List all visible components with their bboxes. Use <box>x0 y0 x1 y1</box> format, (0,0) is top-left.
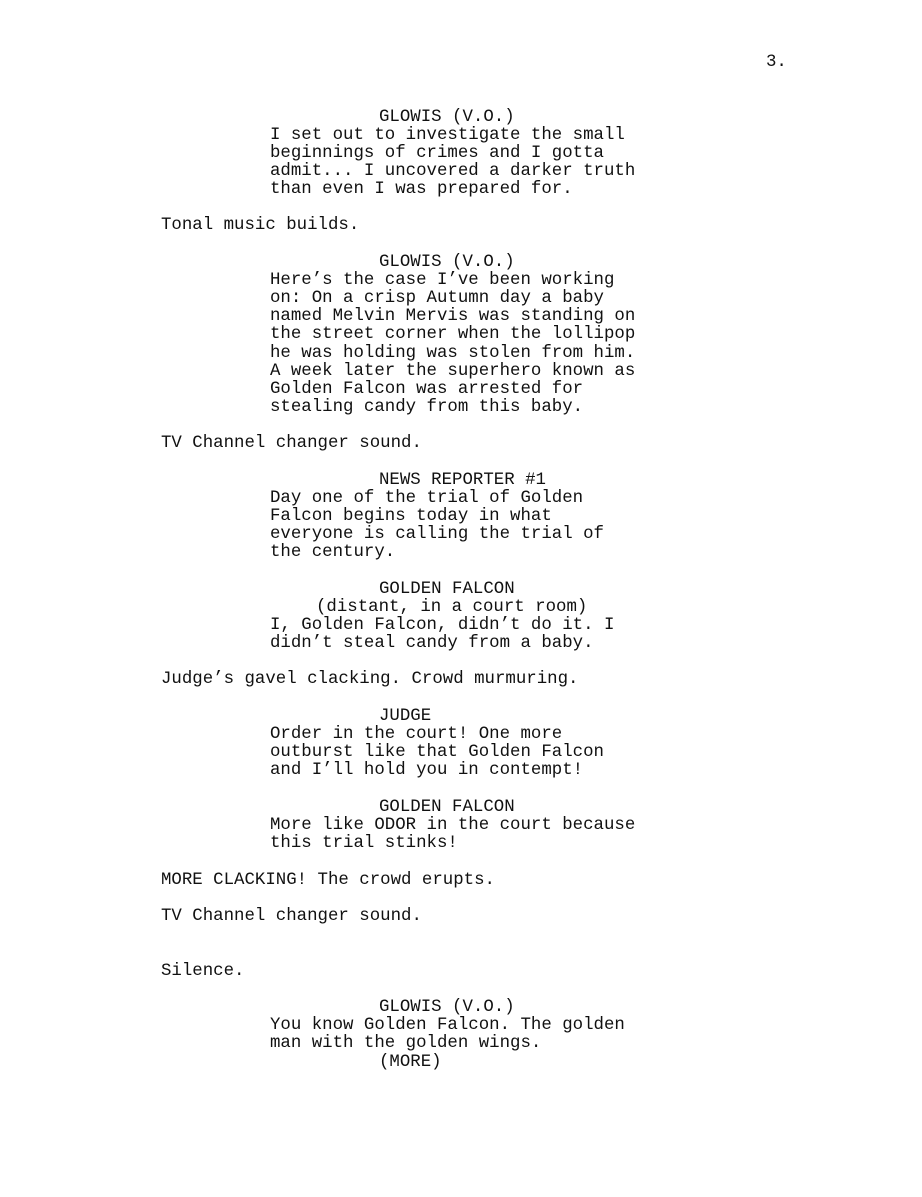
parenthetical: (distant, in a court room) <box>316 598 588 617</box>
dialogue-line: stealing candy from this baby. <box>270 398 584 417</box>
action-line: MORE CLACKING! The crowd erupts. <box>161 871 495 890</box>
action-line: Judge’s gavel clacking. Crowd murmuring. <box>161 670 579 689</box>
dialogue-line: he was holding was stolen from him. <box>270 344 636 363</box>
dialogue-line: and I’ll hold you in contempt! <box>270 761 584 780</box>
character-cue: NEWS REPORTER #1 <box>379 471 546 490</box>
dialogue-line: Here’s the case I’ve been working <box>270 271 615 290</box>
character-cue: GOLDEN FALCON <box>379 798 515 817</box>
character-cue: GLOWIS (V.O.) <box>379 108 515 127</box>
dialogue-line: Falcon begins today in what <box>270 507 552 526</box>
character-cue: GOLDEN FALCON <box>379 580 515 599</box>
dialogue-line: everyone is calling the trial of <box>270 525 604 544</box>
dialogue-line: on: On a crisp Autumn day a baby <box>270 289 604 308</box>
action-line: TV Channel changer sound. <box>161 434 422 453</box>
dialogue-line: named Melvin Mervis was standing on <box>270 307 636 326</box>
dialogue-line: beginnings of crimes and I gotta <box>270 144 604 163</box>
character-cue: GLOWIS (V.O.) <box>379 998 515 1017</box>
dialogue-line: More like ODOR in the court because <box>270 816 636 835</box>
character-cue: GLOWIS (V.O.) <box>379 253 515 272</box>
dialogue-line: outburst like that Golden Falcon <box>270 743 604 762</box>
action-line: Tonal music builds. <box>161 216 360 235</box>
action-line: Silence. <box>161 962 245 981</box>
action-line: TV Channel changer sound. <box>161 907 422 926</box>
dialogue-line: A week later the superhero known as <box>270 362 636 381</box>
dialogue-line: the century. <box>270 543 396 562</box>
dialogue-line: admit... I uncovered a darker truth <box>270 162 636 181</box>
page-number: 3. <box>766 53 787 72</box>
dialogue-line: I, Golden Falcon, didn’t do it. I <box>270 616 615 635</box>
dialogue-line: Order in the court! One more <box>270 725 563 744</box>
more-marker: (MORE) <box>379 1053 442 1072</box>
dialogue-line: didn’t steal candy from a baby. <box>270 634 594 653</box>
dialogue-line: Day one of the trial of Golden <box>270 489 584 508</box>
dialogue-line: than even I was prepared for. <box>270 180 573 199</box>
dialogue-line: I set out to investigate the small <box>270 126 625 145</box>
dialogue-line: this trial stinks! <box>270 834 458 853</box>
dialogue-line: the street corner when the lollipop <box>270 325 636 344</box>
dialogue-line: man with the golden wings. <box>270 1034 542 1053</box>
dialogue-line: Golden Falcon was arrested for <box>270 380 584 399</box>
character-cue: JUDGE <box>379 707 432 726</box>
dialogue-line: You know Golden Falcon. The golden <box>270 1016 625 1035</box>
